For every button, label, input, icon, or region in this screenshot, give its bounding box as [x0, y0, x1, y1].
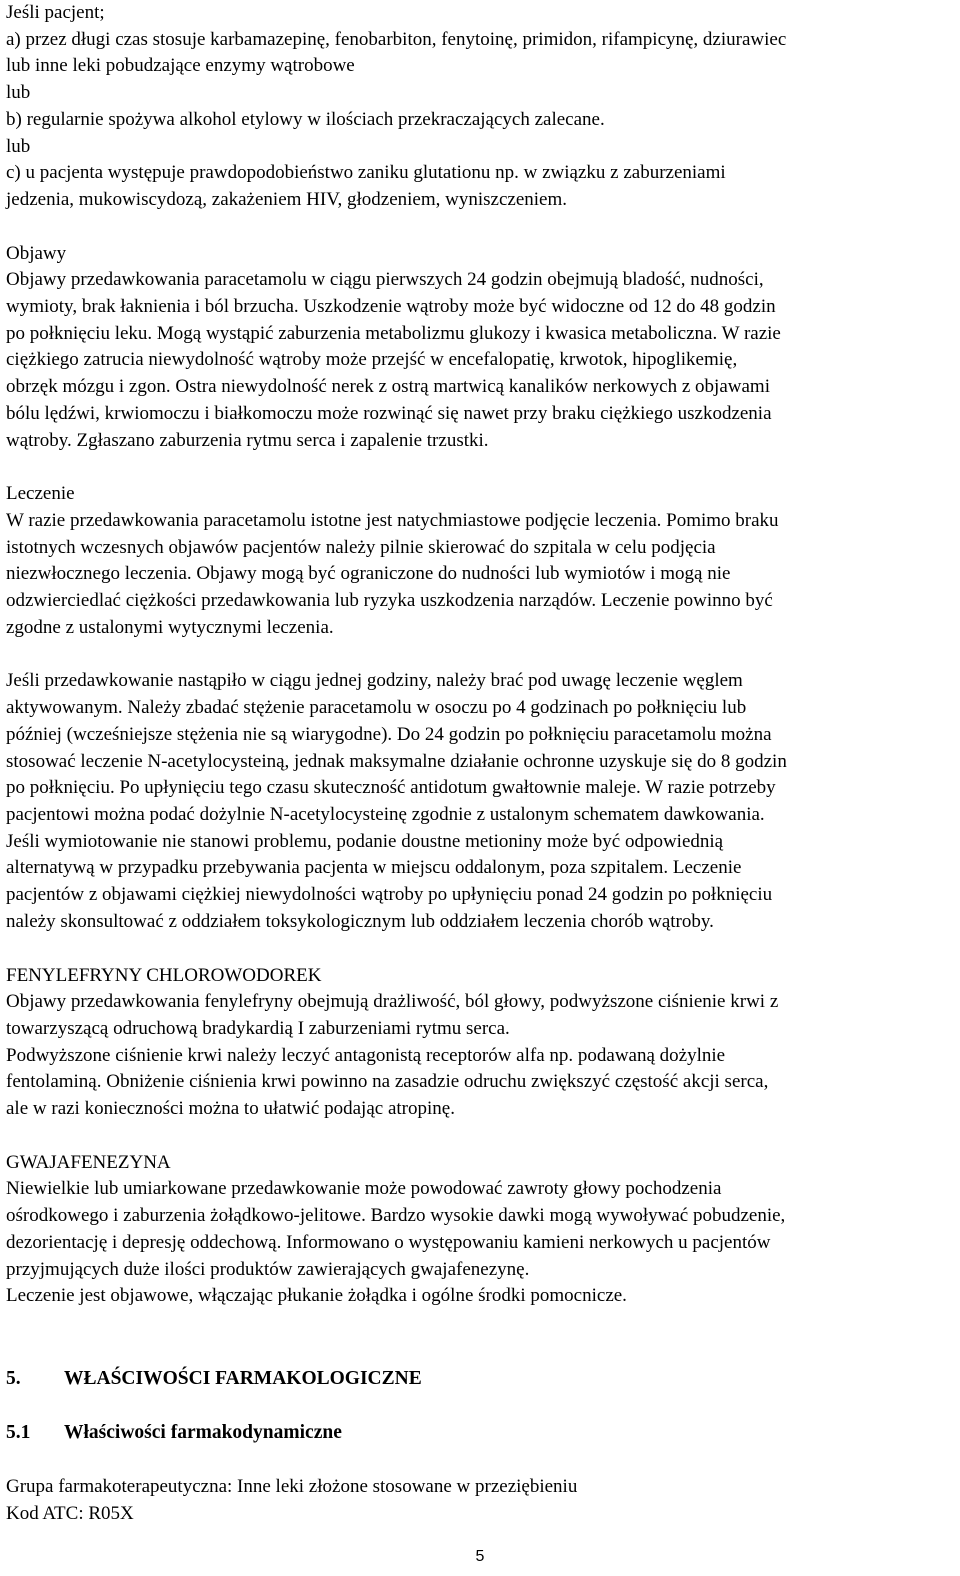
text-line: pacjentów z objawami ciężkiej niewydolności wątroby po upłynięciu ponad 24 godzin po połknięciu	[6, 884, 773, 906]
text-line: Kod ATC: R05X	[6, 1502, 134, 1524]
text-line: istotnych wczesnych objawów pacjentów należy pilnie skierować do szpitala w celu podjęcia	[6, 536, 716, 558]
text-line: po połknięciu. Po upłynięciu tego czasu skuteczność antidotum gwałtownie maleje. W razie potrzeby	[6, 777, 776, 799]
objawy-section	[6, 241, 952, 455]
text-line: pacjentowi można podać dożylnie N-acetylocysteinę zgodnie z ustalonym schematem dawkowania.	[6, 803, 765, 825]
section-5-1-heading	[6, 1420, 952, 1446]
text-line: Niewielkie lub umiarkowane przedawkowanie może powodować zawroty głowy pochodzenia	[6, 1178, 722, 1200]
document-page	[6, 0, 952, 1527]
text-line: Jeśli wymiotowanie nie stanowi problemu, podanie doustne metioniny może być odpowiednią	[6, 830, 724, 852]
text-line: Objawy przedawkowania fenylefryny obejmują drażliwość, ból głowy, podwyższone ciśnienie krwi z	[6, 991, 779, 1013]
leczenie-section	[6, 481, 952, 641]
text-line: W razie przedawkowania paracetamolu istotne jest natychmiastowe podjęcie leczenia. Pomimo braku	[6, 509, 779, 531]
text-line: a) przez długi czas stosuje karbamazepinę, fenobarbiton, fenytoinę, primidon, rifampicynę, dziurawiec	[6, 28, 787, 50]
page-number: 5	[475, 1548, 485, 1565]
text-line: towarzyszącą odruchową bradykardią I zaburzeniami rytmu serca.	[6, 1017, 510, 1039]
text-line: stosować leczenie N-acetylocysteiną, jednak maksymalne działanie ochronne uzyskuje się do 8 godzin	[6, 750, 787, 772]
section-5-number: 5.	[6, 1367, 21, 1389]
text-line: ciężkiego zatrucia niewydolność wątroby może przejść w encefalopatię, krwotok, hipoglikemię,	[6, 349, 738, 371]
section-5-1-number: 5.1	[6, 1421, 31, 1443]
text-line: aktywowanym. Należy zbadać stężenie paracetamolu w osoczu po 4 godzinach po połknięciu lub	[6, 697, 747, 719]
text-line: lub	[6, 135, 31, 157]
text-line: należy skonsultować z oddziałem toksykologicznym lub oddziałem leczenia chorób wątroby.	[6, 910, 714, 932]
text-line: lub	[6, 82, 31, 104]
gwajafenezyna-section	[6, 1150, 952, 1310]
text-line: fentolaminą. Obniżenie ciśnienia krwi powinno na zasadzie odruchu zwiększyć częstość akcji serca,	[6, 1071, 769, 1093]
text-line: niezwłocznego leczenia. Objawy mogą być ograniczone do nudności lub wymiotów i mogą nie	[6, 563, 731, 585]
text-line: wymioty, brak łaknienia i ból brzucha. Uszkodzenie wątroby może być widoczne od 12 do 48 godzin	[6, 296, 776, 318]
text-line: bólu lędźwi, krwiomoczu i białkomoczu może rozwinąć się nawet przy braku ciężkiego uszkodzenia	[6, 402, 772, 424]
section-heading-objawy: Objawy	[6, 242, 67, 264]
text-line: ośrodkowego i zaburzenia żołądkowo-jelitowe. Bardzo wysokie dawki mogą wywoływać pobudzenie,	[6, 1205, 786, 1227]
text-line: Jeśli pacjent;	[6, 2, 105, 23]
section-heading-gwajafenezyna: GWAJAFENEZYNA	[6, 1151, 171, 1173]
section-5-title: WŁAŚCIWOŚCI FARMAKOLOGICZNE	[64, 1367, 422, 1389]
text-line: Jeśli przedawkowanie nastąpiło w ciągu jednej godziny, należy brać pod uwagę leczenie węglem	[6, 670, 743, 692]
text-line: przyjmujących duże ilości produktów zawierających gwajafenezynę.	[6, 1258, 530, 1280]
section-5-1-title: Właściwości farmakodynamiczne	[64, 1421, 342, 1443]
text-line: obrzęk mózgu i zgon. Ostra niewydolność nerek z ostrą martwicą kanalików nerkowych z objawami	[6, 376, 770, 398]
text-line: później (wcześniejsze stężenia nie są wiarygodne). Do 24 godzin po połknięciu paracetamolu można	[6, 723, 772, 745]
grupa-paragraph	[6, 1474, 952, 1527]
text-line: dezorientację i depresję oddechową. Informowano o występowaniu kamieni nerkowych u pacjentów	[6, 1231, 771, 1253]
text-line: po połknięciu leku. Mogą wystąpić zaburzenia metabolizmu glukozy i kwasica metaboliczna. W razie	[6, 322, 781, 344]
section-5-heading	[6, 1366, 952, 1392]
section-heading-fenylefryna: FENYLEFRYNY CHLOROWODOREK	[6, 964, 322, 986]
fenylefryna-section	[6, 963, 952, 1123]
text-line: zgodne z ustalonymi wytycznymi leczenia.	[6, 616, 334, 638]
text-line: c) u pacjenta występuje prawdopodobieństwo zaniku glutationu np. w związku z zaburzeniami	[6, 162, 726, 184]
text-line: Leczenie jest objawowe, włączając płukanie żołądka i ogólne środki pomocnicze.	[6, 1285, 627, 1307]
text-line: jedzenia, mukowiscydozą, zakażeniem HIV, głodzeniem, wyniszczeniem.	[6, 188, 567, 210]
text-line: alternatywą w przypadku przebywania pacjenta w miejscu oddalonym, poza szpitalem. Leczenie	[6, 857, 742, 879]
intro-paragraph	[6, 0, 952, 214]
text-line: Podwyższone ciśnienie krwi należy leczyć antagonistą receptorów alfa np. podawaną dożylnie	[6, 1044, 726, 1066]
wegiel-paragraph	[6, 668, 952, 935]
text-line: Objawy przedawkowania paracetamolu w ciągu pierwszych 24 godzin obejmują bladość, nudności,	[6, 269, 764, 291]
text-line: Grupa farmakoterapeutyczna: Inne leki złożone stosowane w przeziębieniu	[6, 1475, 578, 1497]
text-line: b) regularnie spożywa alkohol etylowy w ilościach przekraczających zalecane.	[6, 108, 605, 130]
text-line: ale w razi konieczności można to ułatwić podając atropinę.	[6, 1098, 455, 1120]
text-line: odzwierciedlać ciężkości przedawkowania lub ryzyka uszkodzenia narządów. Leczenie powinno być	[6, 590, 773, 612]
text-line: wątroby. Zgłaszano zaburzenia rytmu serca i zapalenie trzustki.	[6, 429, 489, 451]
text-line: lub inne leki pobudzające enzymy wątrobowe	[6, 55, 355, 77]
section-heading-leczenie: Leczenie	[6, 483, 75, 505]
